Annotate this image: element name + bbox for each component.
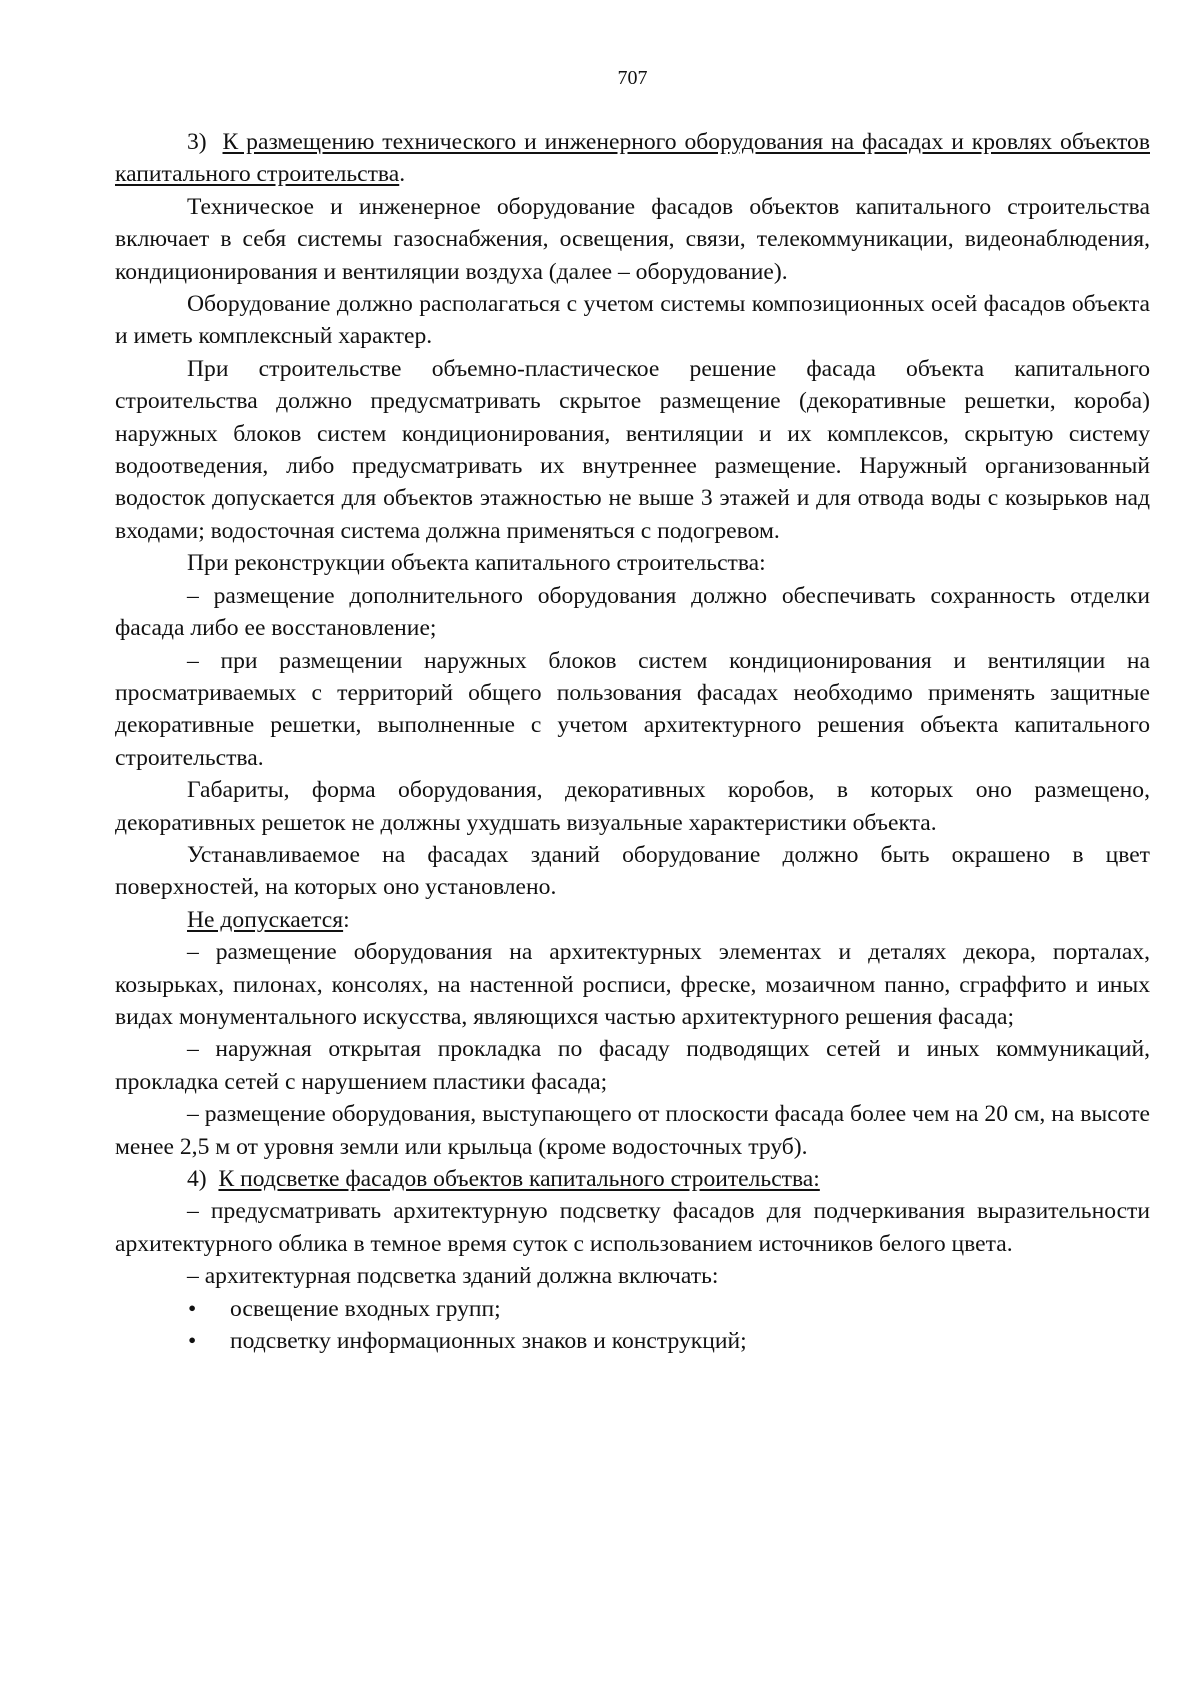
list-item-text: подсветку информационных знаков и конструкций;: [230, 1328, 747, 1355]
bullet-icon: •: [188, 1328, 197, 1355]
page-number: 707: [617, 67, 648, 89]
not-allowed-label: Не допускается: [187, 906, 344, 933]
section-4-number: 4): [187, 1166, 207, 1192]
paragraph-color: Устанавливаемое на фасадах зданий оборудование должно быть окрашено в цвет поверхностей, на которых оно установлено.: [115, 841, 1150, 901]
document-page: [115, 66, 1150, 1357]
section-3-number: 3): [187, 129, 207, 155]
paragraph-not-allowed-item-1: – размещение оборудования на архитектурных элементах и деталях декора, порталах, козырьках, пилонах, консолях, на настенной росписи, фреске, мозаичном панно, сграффито и иных видах монументального искусства, являющихся частью архитектурного решения фасада;: [115, 939, 1150, 1030]
paragraph-lighting-item-2: – архитектурная подсветка зданий должна включать:: [187, 1263, 719, 1290]
bullet-icon: •: [188, 1295, 197, 1322]
not-allowed-heading: [115, 904, 1150, 936]
paragraph-lighting-item-1: – предусматривать архитектурную подсветку фасадов для подчеркивания выразительности архитектурного облика в темное время суток с использованием источников белого цвета.: [115, 1198, 1150, 1257]
paragraph-not-allowed-item-2: – наружная открытая прокладка по фасаду подводящих сетей и иных коммуникаций, прокладка сетей с нарушением пластики фасада;: [115, 1036, 1150, 1095]
paragraph-dimensions: Габариты, форма оборудования, декоративных коробов, в которых оно размещено, декоративных решеток не должны ухудшать визуальные характеристики объекта.: [115, 777, 1150, 836]
not-allowed-colon: :: [343, 906, 350, 933]
paragraph-equipment-definition: Техническое и инженерное оборудование фасадов объектов капитального строительства включает в себя системы газоснабжения, освещения, связи, телекоммуникации, видеонаблюдения, кондиционирования и вентиляции воздуха (далее – оборудование).: [115, 193, 1150, 285]
section-4-title: К подсветке фасадов объектов капитального строительства:: [218, 1166, 820, 1192]
paragraph-reconstruction-item-2: – при размещении наружных блоков систем кондиционирования и вентиляции на просматриваемых с территорий общего пользования фасадах необходимо применять защитные декоративные решетки, выполненные с учетом архитектурного решения объекта капитального строительства.: [115, 647, 1150, 771]
paragraph-equipment-placement: Оборудование должно располагаться с учетом системы композиционных осей фасадов объекта и иметь комплексный характер.: [115, 291, 1150, 350]
list-item: [115, 1293, 1150, 1325]
list-item: [115, 1325, 1150, 1357]
list-item-text: освещение входных групп;: [230, 1295, 501, 1322]
section-4-heading: [115, 1163, 1150, 1195]
paragraph-construction-requirements: При строительстве объемно-пластическое решение фасада объекта капитального строительства должно предусматривать скрытое размещение (декоративные решетки, короба) наружных блоков систем кондиционирования, вентиляции и их комплексов, скрытую систему водоотведения, либо предусматривать их внутреннее размещение. Наружный организованный водосток допускается для объектов этажностью не выше 3 этажей и для отвода воды с козырьков над входами; водосточная система должна применяться с подогревом.: [115, 355, 1150, 544]
lighting-bullet-list: [115, 1293, 1150, 1358]
section-3-title: К размещению технического и инженерного оборудования на фасадах и кровлях объектов капитального строительства: [115, 129, 1150, 188]
section-3-title-period: .: [399, 161, 406, 188]
paragraph-reconstruction-item-1: – размещение дополнительного оборудования должно обеспечивать сохранность отделки фасада либо ее восстановление;: [115, 582, 1150, 642]
paragraph-reconstruction-intro: При реконструкции объекта капитального строительства:: [187, 550, 766, 577]
section-3-heading: [115, 126, 1150, 191]
paragraph-not-allowed-item-3: – размещение оборудования, выступающего от плоскости фасада более чем на 20 см, на высоте менее 2,5 м от уровня земли или крыльца (кроме водосточных труб).: [115, 1101, 1150, 1160]
